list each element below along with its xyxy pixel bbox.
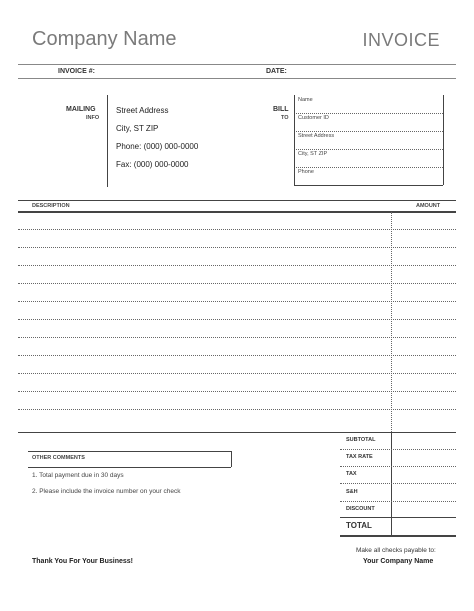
bill-to-street-field[interactable]: Street Address — [298, 133, 335, 139]
sh-label: S&H — [346, 489, 358, 495]
bill-to-phone-field[interactable]: Phone — [298, 169, 314, 175]
table-row[interactable] — [18, 247, 456, 248]
total-row-bottom — [340, 535, 456, 537]
totals-row-divider — [340, 466, 456, 467]
subtotal-label: SUBTOTAL — [346, 437, 376, 443]
invoice-title: INVOICE — [362, 30, 440, 50]
totals-row-divider — [340, 501, 456, 502]
table-row[interactable] — [18, 229, 456, 230]
bill-to-city-field[interactable]: City, ST ZIP — [298, 151, 328, 157]
bill-to-sublabel: TO — [281, 115, 289, 121]
bill-to-customer-id-field[interactable]: Customer ID — [298, 115, 329, 121]
comment-line: 1. Total payment due in 30 days — [32, 472, 124, 479]
comments-box-top — [28, 451, 231, 452]
total-row-top — [340, 517, 456, 518]
comments-box-right — [231, 451, 232, 467]
mailing-fax: Fax: (000) 000-0000 — [116, 160, 189, 169]
other-comments-header: OTHER COMMENTS — [32, 455, 85, 461]
table-row[interactable] — [18, 283, 456, 284]
payable-to-line: Make all checks payable to: — [356, 547, 436, 554]
totals-row-divider — [340, 483, 456, 484]
table-row[interactable] — [18, 355, 456, 356]
items-table-top-border — [18, 200, 456, 201]
description-header: DESCRIPTION — [32, 203, 70, 209]
discount-label: DISCOUNT — [346, 506, 375, 512]
comment-line: 2. Please include the invoice number on your check — [32, 488, 181, 495]
amount-column-divider — [391, 212, 392, 432]
total-label: TOTAL — [346, 521, 372, 530]
bill-to-divider — [296, 113, 443, 114]
thank-you-message: Thank You For Your Business! — [32, 558, 133, 565]
header-divider-bottom — [18, 78, 456, 79]
table-row[interactable] — [18, 373, 456, 374]
bill-label: BILL — [273, 106, 289, 113]
invoice-number-label: INVOICE #: — [58, 68, 95, 75]
totals-row-divider — [340, 449, 456, 450]
table-row[interactable] — [18, 391, 456, 392]
tax-rate-label: TAX RATE — [346, 454, 373, 460]
mailing-street: Street Address — [116, 106, 169, 115]
table-row[interactable] — [18, 319, 456, 320]
bill-to-divider — [296, 167, 443, 168]
company-name: Company Name — [32, 28, 177, 50]
date-label: DATE: — [266, 68, 287, 75]
bill-to-divider — [296, 149, 443, 150]
mailing-label: MAILING — [66, 106, 96, 113]
totals-column-divider — [391, 432, 392, 536]
table-row[interactable] — [18, 409, 456, 410]
bill-to-right-border — [443, 95, 444, 185]
payable-company-name: Your Company Name — [363, 558, 434, 565]
bill-to-bottom-border — [294, 185, 443, 186]
tax-label: TAX — [346, 471, 357, 477]
amount-header: AMOUNT — [416, 203, 441, 209]
bill-to-name-field[interactable]: Name — [298, 97, 313, 103]
mailing-city: City, ST ZIP — [116, 124, 159, 133]
bill-to-left-border — [294, 95, 295, 185]
header-divider-top — [18, 64, 456, 65]
comments-box-bottom — [28, 467, 231, 468]
mailing-divider — [107, 95, 108, 187]
bill-to-divider — [296, 131, 443, 132]
table-row[interactable] — [18, 301, 456, 302]
mailing-info-sublabel: INFO — [86, 115, 100, 121]
table-row[interactable] — [18, 265, 456, 266]
table-row[interactable] — [18, 337, 456, 338]
mailing-phone: Phone: (000) 000-0000 — [116, 142, 199, 151]
